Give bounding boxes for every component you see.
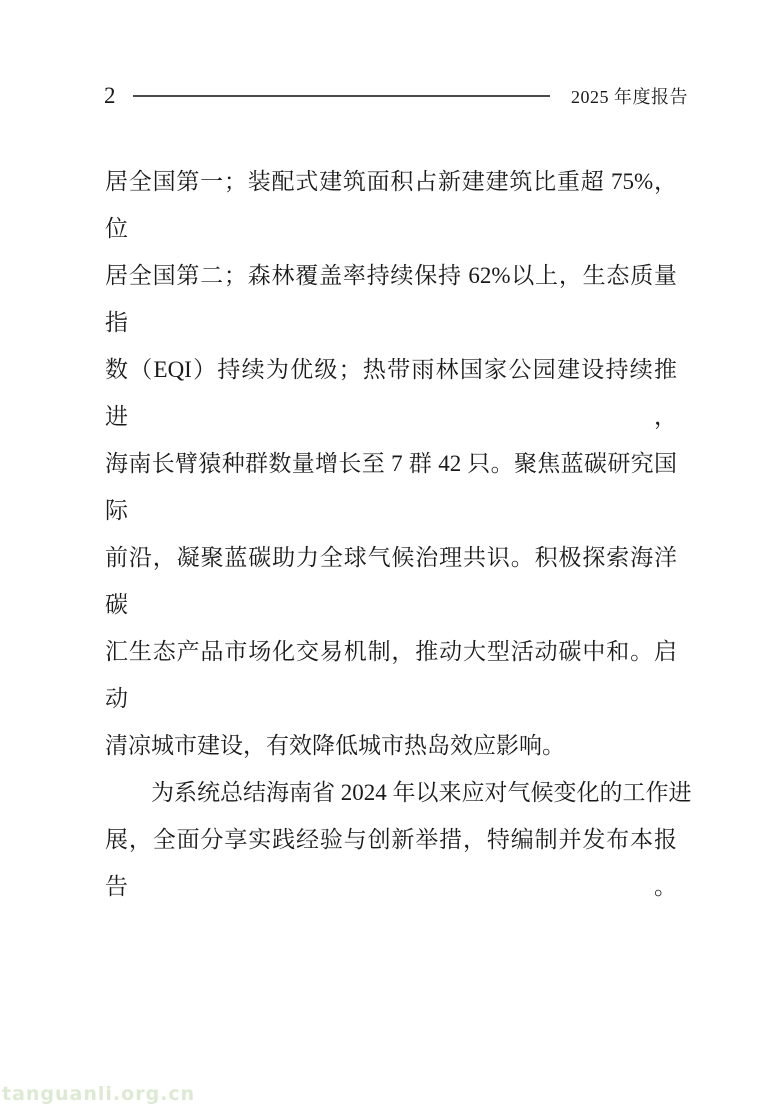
paragraph-2-line-2: 展，全面分享实践经验与创新举措，特编制并发布本报告。 [105,827,677,899]
body-text [105,158,692,910]
paragraph-1-line-6: 汇生态产品市场化交易机制，推动大型活动碳中和。启动 [105,639,677,711]
paragraph-1-line-1: 居全国第一；装配式建筑面积占新建建筑比重超 75%，位 [105,169,677,241]
watermark: tanguanli.org.cn [2,1083,196,1105]
paragraph-1-line-2: 居全国第二；森林覆盖率持续保持 62%以上，生态质量指 [105,263,677,335]
header-rule [133,95,550,97]
header-report-title: 2025 年度报告 [571,87,688,107]
paragraph-1-line-4: 海南长臂猿种群数量增长至 7 群 42 只。聚焦蓝碳研究国际 [105,451,677,523]
paragraph-2-line-1: 为系统总结海南省 2024 年以来应对气候变化的工作进 [151,780,692,805]
paragraph-1-line-7: 清凉城市建设，有效降低城市热岛效应影响。 [105,733,565,758]
paragraph-1-line-5: 前沿，凝聚蓝碳助力全球气候治理共识。积极探索海洋碳 [105,545,677,617]
page-number: 2 [104,83,116,108]
paragraph-1-line-3: 数（EQI）持续为优级；热带雨林国家公园建设持续推进， [105,357,677,429]
